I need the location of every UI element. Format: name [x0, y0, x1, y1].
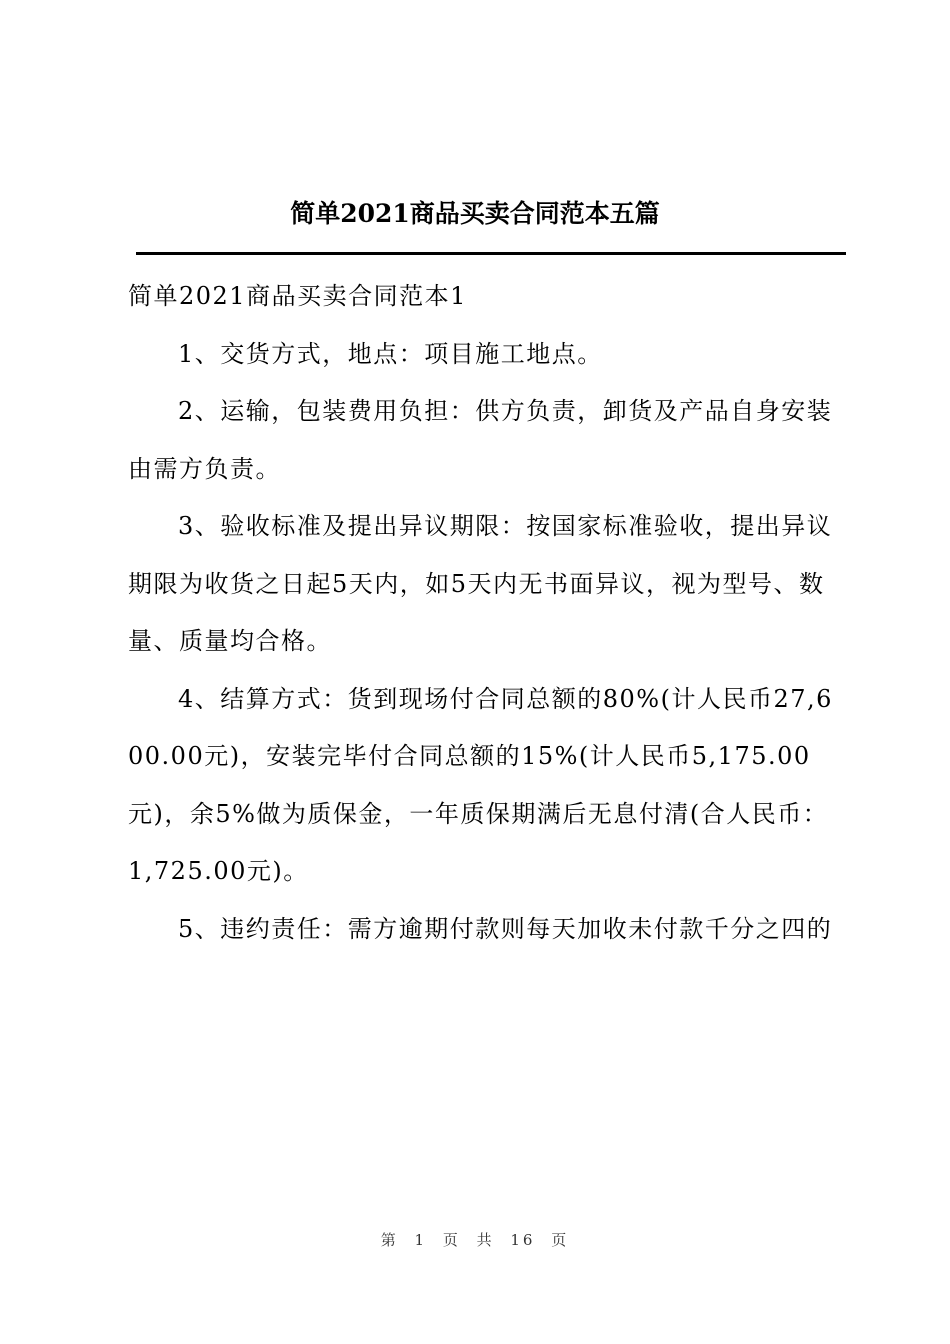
page-number-footer: 第 1 页 共 16 页 [380, 1231, 570, 1249]
paragraph-2: 2、运输，包装费用负担：供方负责，卸货及产品自身安装由需方负责。 [128, 397, 833, 483]
title-divider [136, 252, 846, 255]
section-heading: 简单2021商品买卖合同范本1 [128, 282, 467, 310]
document-body [128, 268, 840, 958]
page-title: 简单2021商品买卖合同范本五篇 [290, 199, 660, 228]
paragraph-4: 4、结算方式：货到现场付合同总额的80%(计人民币27,600.00元)，安装完毕付合同总额的15%(计人民币5,175.00元)，余5%做为质保金，一年质保期满后无息付清(合人民币：1,725.00元)。 [128, 684, 833, 885]
paragraph-5: 5、违约责任：需方逾期付款则每天加收未付款千分之四的 [178, 914, 833, 943]
paragraph-3: 3、验收标准及提出异议期限：按国家标准验收，提出异议期限为收货之日起5天内，如5天内无书面异议，视为型号、数量、质量均合格。 [128, 512, 833, 655]
paragraph-1: 1、交货方式，地点：项目施工地点。 [178, 339, 603, 368]
